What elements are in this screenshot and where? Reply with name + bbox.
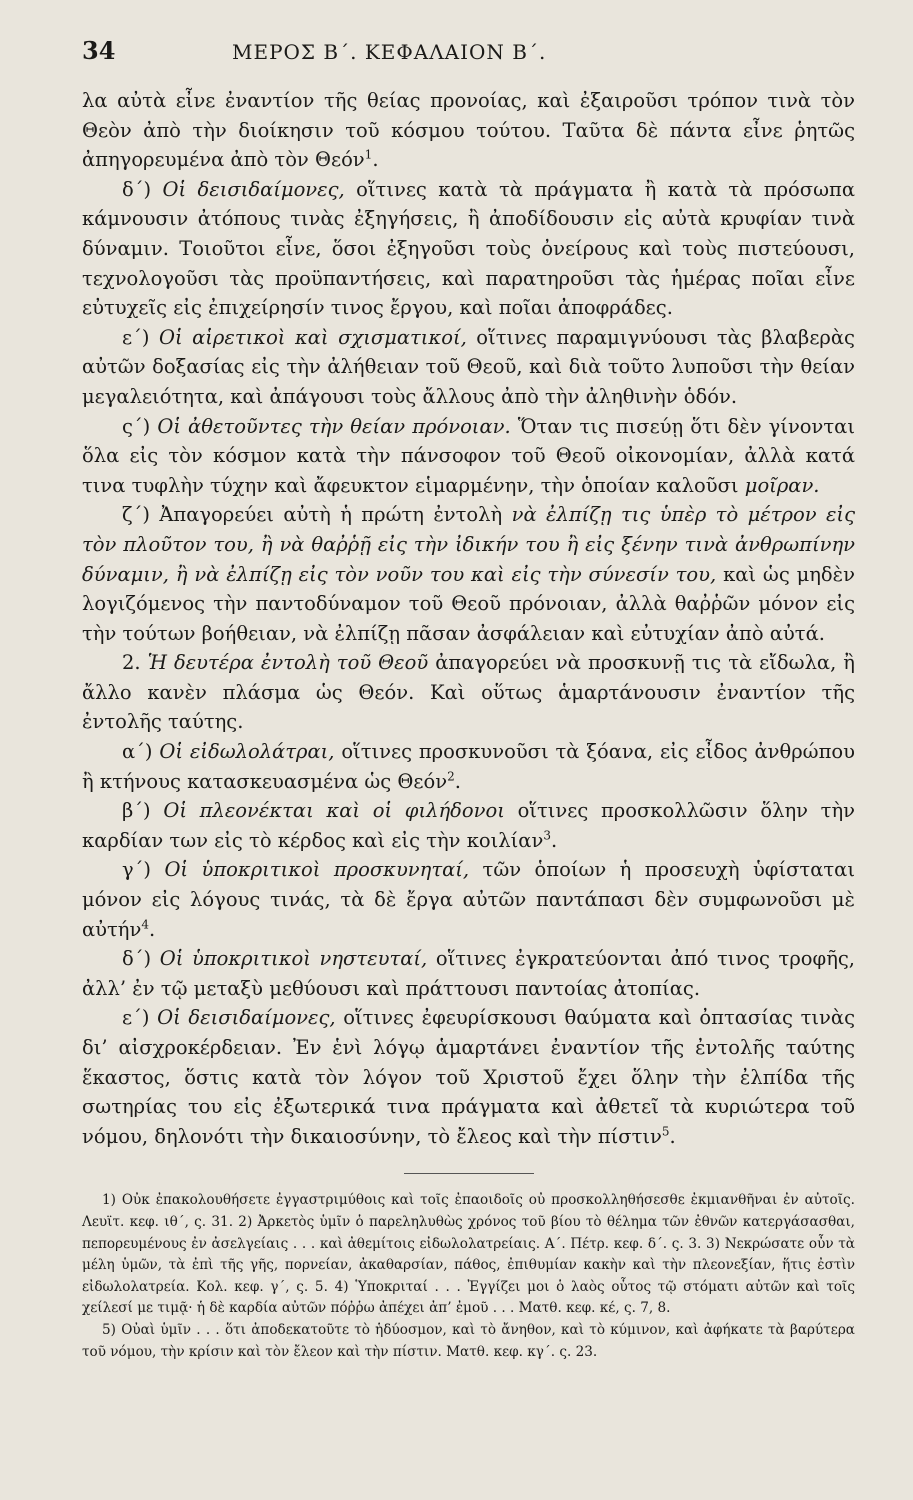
paragraph-d: δ΄) Οἱ δεισιδαίμονες, οἵτινες κατὰ τὰ πράγματα ἢ κατὰ τὰ πρόσωπα κάμνουσιν ἀτόπους τινὰς ἐξηγήσεις, ἢ ἀποδίδουσιν εἰς αὐτὰ κρυφίαν τινὰ δύναμιν. Τοιοῦτοι εἶνε, ὅσοι ἐξηγοῦσι τοὺς ὀνείρους καὶ τοὺς πιστεύουσι, τεχνολογοῦσι τὰς προϋπαντήσεις, καὶ παρατηροῦσι τὰς ἡμέρας ποῖαι εἶνε εὐτυχεῖς εἰς ἐπιχείρησίν τινος ἔργου, καὶ ποῖαι ἀποφράδες.: [82, 177, 855, 320]
footnotes: [82, 1190, 855, 1363]
paragraph-b: β΄) Οἱ πλεονέκται καὶ οἱ φιλήδονοι οἵτινες προσκολλῶσιν ὅλην τὴν καρδίαν των εἰς τὸ κέρδος καὶ εἰς τὴν κοιλίαν$^3$.: [82, 799, 855, 852]
paragraph-e: ε΄) Οἱ αἱρετικοὶ καὶ σχισματικοί, οἵτινες παραμιγνύουσι τὰς βλαβερὰς αὐτῶν δοξασίας εἰς τὴν ἀλήθειαν τοῦ Θεοῦ, καὶ διὰ τοῦτο λυποῦσι τὴν θείαν μεγαλειότητα, καὶ ἀπάγουσι τοὺς ἄλλους ἀπὸ τὴν ἀληθινὴν ὁδόν.: [82, 325, 855, 408]
running-head: ΜΕΡΟΣ Β΄. ΚΕΦΑΛΑΙΟΝ Β΄.: [232, 40, 547, 64]
page-number: 34: [82, 36, 116, 65]
footnote-1-4: 1) Οὐκ ἐπακολουθήσετε ἐγγαστριμύθοις καὶ τοῖς ἐπαοιδοῖς οὐ προσκολληθήσεσθε ἐκμιανθῆναι ἐν αὐτοῖς. Λευϊτ. κεφ. ιθ΄, ς. 31. 2) Ἀρκετὸς ὑμῖν ὁ παρεληλυθὼς χρόνος τοῦ βίου τὸ θέλημα τῶν ἐθνῶν κατεργάσασθαι, πεπορευμένους ἐν ἀσελγείαις . . . καὶ ἀθεμίτοις εἰδωλολατρείαις. Α΄. Πέτρ. κεφ. δ΄. ς. 3. 3) Νεκρώσατε οὖν τὰ μέλη ὑμῶν, τὰ ἐπὶ τῆς γῆς, πορνείαν, ἀκαθαρσίαν, πάθος, ἐπιθυμίαν κακὴν καὶ τὴν πλεονεξίαν, ἥτις ἐστὶν εἰδωλολατρεία. Κολ. κεφ. γ΄, ς. 5. 4) Ὑποκριταί . . . Ἐγγίζει μοι ὁ λαὸς οὗτος τῷ στόματι αὐτῶν καὶ τοῖς χείλεσί με τιμᾷ· ἡ δὲ καρδία αὐτῶν πόῤῥω ἀπέχει ἀπ’ ἐμοῦ . . . Ματθ. κεφ. κέ, ς. 7, 8.: [82, 1192, 855, 1317]
paragraph-e2: ε΄) Οἱ δεισιδαίμονες, οἵτινες ἐφευρίσκουσι θαύματα καὶ ὀπτασίας τινὰς δι’ αἰσχροκέρδειαν. Ἐν ἑνὶ λόγῳ ἁμαρτάνει ἐναντίον τῆς ἐντολῆς ταύτης ἕκαστος, ὅστις κατὰ τὸν λόγον τοῦ Χριστοῦ ἔχει ὅλην τὴν ἐλπίδα τῆς σωτηρίας του εἰς ἐξωτερικά τινα πράγματα καὶ ἀθετεῖ τὰ κυριώτερα τοῦ νόμου, δηλονότι τὴν δικαιοσύνην, τὸ ἔλεος καὶ τὴν πίστιν$^5$.: [82, 1006, 855, 1148]
paragraph-g: γ΄) Οἱ ὑποκριτικοὶ προσκυνηταί, τῶν ὁποίων ἡ προσευχὴ ὑφίσταται μόνον εἰς λόγους τινάς, τὰ δὲ ἔργα αὐτῶν παντάπασι δὲν συμφωνοῦσι μὲ αὐτήν$^4$.: [82, 858, 855, 941]
footnote-divider: [404, 1173, 534, 1174]
paragraph-a: α΄) Οἱ εἰδωλολάτραι, οἵτινες προσκυνοῦσι τὰ ξόανα, εἰς εἶδος ἀνθρώπου ἢ κτήνους κατασκευασμένα ὡς Θεόν$^2$.: [82, 740, 855, 793]
paragraph-d2: δ΄) Οἱ ὑποκριτικοὶ νηστευταί, οἵτινες ἐγκρατεύονται ἀπό τινος τροφῆς, ἀλλ’ ἐν τῷ μεταξὺ μεθύουσι καὶ πράττουσι παντοίας ἀτοπίας.: [82, 947, 855, 1000]
paragraph-continuation: λα αὐτὰ εἶνε ἐναντίον τῆς θείας προνοίας, καὶ ἐξαιροῦσι τρόπον τινὰ τὸν Θεὸν ἀπὸ τὴν διοίκησιν τοῦ κόσμου τούτου. Ταῦτα δὲ πάντα εἶνε ῥητῶς ἀπηγορευμένα ἀπὸ τὸν Θεόν$^1$.: [82, 89, 855, 172]
paragraph-z: ζ΄) Ἀπαγορεύει αὐτὴ ἡ πρώτη ἐντολὴ νὰ ἐλπίζῃ τις ὑπὲρ τὸ μέτρον εἰς τὸν πλοῦτον του, ἢ νὰ θαῤῥῇ εἰς τὴν ἰδικήν του ἢ εἰς ξένην τινὰ ἀνθρωπίνην δύναμιν, ἢ νὰ ἐλπίζῃ εἰς τὸν νοῦν του καὶ εἰς τὴν σύνεσίν του, καὶ ὡς μηδὲν λογιζόμενος τὴν παντοδύναμον τοῦ Θεοῦ πρόνοιαν, ἀλλὰ θαῤῥῶν μόνον εἰς τὴν τούτων βοήθειαν, νὰ ἐλπίζῃ πᾶσαν ἀσφάλειαν καὶ εὐτυχίαν ἀπὸ αὐτά.: [82, 503, 855, 645]
paragraph-s: ς΄) Οἱ ἀθετοῦντες τὴν θείαν πρόνοιαν. Ὅταν τις πισεύῃ ὅτι δὲν γίνονται ὅλα εἰς τὸν κόσμον κατὰ τὴν πάνσοφον τοῦ Θεοῦ οἰκονομίαν, ἀλλὰ κατά τινα τυφλὴν τύχην καὶ ἄφευκτον εἱμαρμένην, τὴν ὁποίαν καλοῦσι μοῖραν.: [82, 414, 855, 497]
main-text: [82, 86, 855, 1151]
paragraph-second-commandment: 2. Ἡ δευτέρα ἐντολὴ τοῦ Θεοῦ ἀπαγορεύει νὰ προσκυνῇ τις τὰ εἴδωλα, ἢ ἄλλο κανὲν πλάσμα ὡς Θεόν. Καὶ οὕτως ἁμαρτάνουσιν ἐναντίον τῆς ἐντολῆς ταύτης.: [82, 651, 855, 734]
footnote-5: 5) Οὐαὶ ὑμῖν . . . ὅτι ἀποδεκατοῦτε τὸ ἡδύοσμον, καὶ τὸ ἄνηθον, καὶ τὸ κύμινον, καὶ ἀφήκατε τὰ βαρύτερα τοῦ νόμου, τὴν κρίσιν καὶ τὸν ἔλεον καὶ τὴν πίστιν. Ματθ. κεφ. κγ΄. ς. 23.: [82, 1321, 855, 1360]
page-header: [82, 36, 855, 86]
